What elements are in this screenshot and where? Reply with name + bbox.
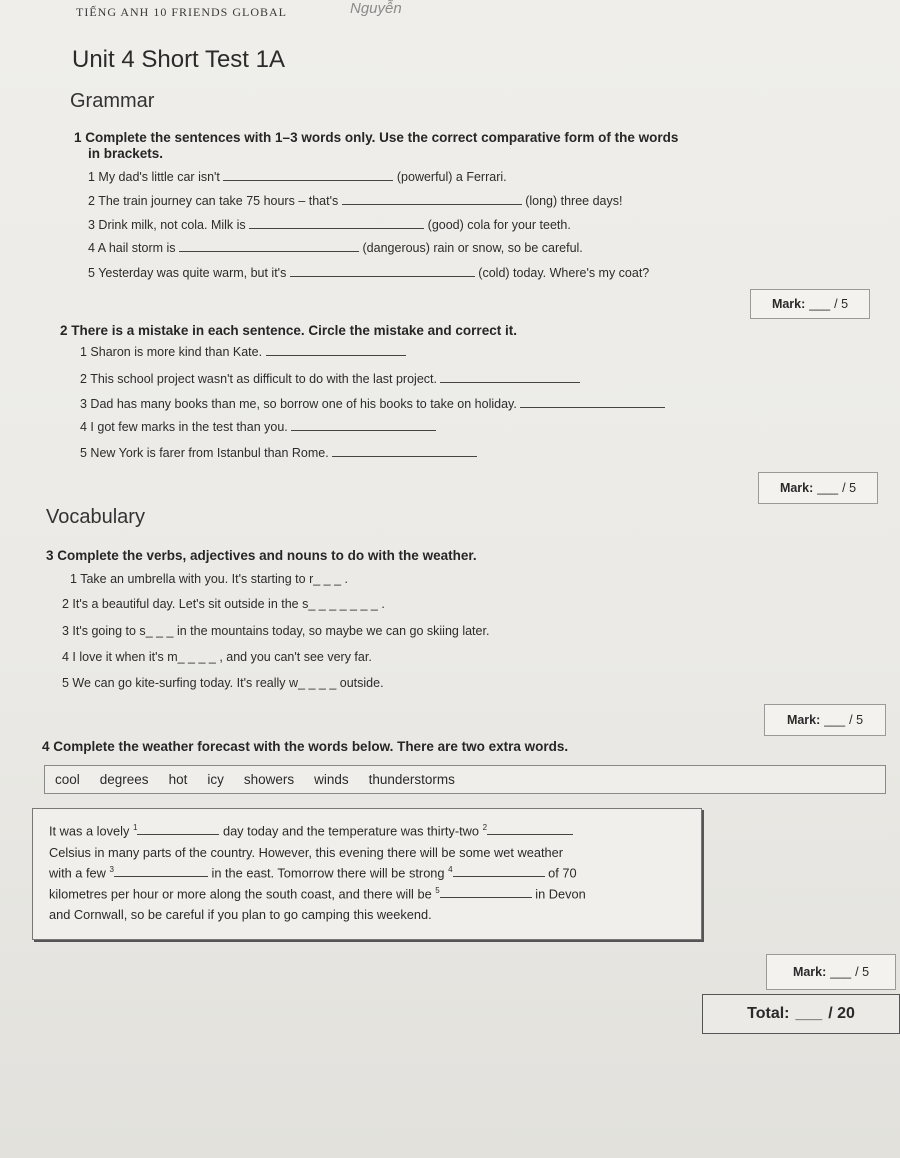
ex4-mark-total: / 5	[855, 965, 870, 979]
ex1-item-4	[88, 241, 583, 255]
ex3-mark-blank[interactable]: ___	[824, 713, 846, 727]
gap-number-4: 4	[448, 865, 453, 874]
ex3-item-5-text: 5 We can go kite-surfing today. It's really w	[62, 676, 299, 690]
ex1-item-3-hint: (good) cola for your teeth.	[427, 218, 571, 232]
forecast-line-3	[49, 865, 577, 880]
ex3-item-5-tail: outside.	[336, 676, 384, 690]
ex2-item-4-text: 4 I got few marks in the test than you.	[80, 420, 288, 434]
ex1-item-2-text: 2 The train journey can take 75 hours – that's	[88, 194, 339, 208]
ex4-mark-blank[interactable]: ___	[830, 965, 852, 979]
ex1-item-1-text: 1 My dad's little car isn't	[88, 170, 220, 184]
ex2-item-1	[80, 345, 406, 359]
forecast-gap-1[interactable]	[137, 824, 219, 835]
ex2-item-3-text: 3 Dad has many books than me, so borrow one of his books to take on holiday.	[80, 397, 517, 411]
ex1-item-5-hint: (cold) today. Where's my coat?	[478, 266, 650, 280]
word-degrees: degrees	[99, 772, 149, 787]
forecast-gap-5[interactable]	[440, 887, 532, 898]
forecast-line-5: and Cornwall, so be careful if you plan to go camping this weekend.	[49, 907, 432, 922]
ex1-item-1	[88, 170, 507, 184]
forecast-text: with a few	[49, 865, 110, 881]
ex1-item-2-answer-blank[interactable]	[342, 194, 522, 205]
ex1-mark-box	[750, 289, 870, 319]
ex4-instruction: 4 Complete the weather forecast with the words below. There are two extra words.	[42, 739, 569, 754]
forecast-text: day today and the temperature was thirty-two	[219, 823, 483, 839]
ex3-item-5	[62, 676, 384, 690]
ex3-instruction: 3 Complete the verbs, adjectives and nouns to do with the weather.	[46, 548, 477, 563]
ex3-item-1-text: 1 Take an umbrella with you. It's starting to r	[70, 572, 314, 586]
ex1-instruction-line1: 1 Complete the sentences with 1–3 words only. Use the correct comparative form of the words	[74, 130, 679, 145]
ex4-word-box	[44, 765, 886, 794]
ex2-item-1-text: 1 Sharon is more kind than Kate.	[80, 345, 263, 359]
ex1-item-5-text: 5 Yesterday was quite warm, but it's	[88, 266, 287, 280]
ex4-mark-box	[766, 954, 896, 990]
ex1-mark-blank[interactable]: ___	[809, 297, 831, 311]
vocabulary-heading: Vocabulary	[46, 506, 145, 528]
forecast-gap-2[interactable]	[487, 824, 573, 835]
ex1-item-1-hint: (powerful) a Ferrari.	[396, 170, 507, 184]
ex2-mark-label: Mark:	[779, 481, 814, 495]
forecast-text: in the east. Tomorrow there will be strong	[207, 865, 449, 881]
ex3-item-3-text: 3 It's going to s	[62, 624, 146, 638]
page-title: Unit 4 Short Test 1A	[72, 46, 285, 73]
ex1-mark-total: / 5	[834, 297, 849, 311]
total-value: / 20	[828, 1005, 855, 1022]
ex2-item-4-answer-blank[interactable]	[291, 420, 436, 431]
forecast-gap-4[interactable]	[453, 866, 545, 877]
word-hot: hot	[168, 772, 188, 787]
handwritten-scribble: Nguyễn	[350, 0, 402, 17]
forecast-line-4	[49, 886, 586, 901]
ex3-item-3-gap[interactable]: _ _ _	[145, 624, 174, 638]
ex3-mark-label: Mark:	[786, 713, 821, 727]
ex1-item-5-answer-blank[interactable]	[290, 266, 475, 277]
ex3-mark-box	[764, 704, 886, 736]
ex1-item-4-answer-blank[interactable]	[179, 241, 359, 252]
ex1-item-4-text: 4 A hail storm is	[88, 241, 176, 255]
ex1-mark-label: Mark:	[771, 297, 806, 311]
ex1-instruction-line2: in brackets.	[88, 146, 164, 161]
ex3-item-1	[70, 572, 348, 586]
gap-number-2: 2	[482, 823, 488, 832]
word-cool: cool	[55, 772, 80, 787]
ex2-item-1-answer-blank[interactable]	[266, 345, 406, 356]
ex1-item-3-answer-blank[interactable]	[249, 218, 424, 229]
ex1-item-3-text: 3 Drink milk, not cola. Milk is	[88, 218, 246, 232]
word-winds: winds	[314, 772, 349, 787]
ex2-item-5	[80, 446, 477, 460]
forecast-gap-3[interactable]	[114, 866, 208, 877]
ex2-item-5-answer-blank[interactable]	[332, 446, 477, 457]
ex2-mark-box	[758, 472, 878, 504]
ex3-item-4-text: 4 I love it when it's m	[62, 650, 178, 664]
forecast-line-1	[49, 823, 573, 838]
ex3-item-4-gap[interactable]: _ _ _ _	[177, 650, 216, 664]
ex2-item-5-text: 5 New York is farer from Istanbul than Rome.	[80, 446, 329, 460]
gap-number-3: 3	[109, 865, 114, 874]
ex1-item-5	[88, 266, 649, 280]
ex2-item-2-text: 2 This school project wasn't as difficult to do with the last project.	[80, 372, 437, 386]
ex3-item-2-text: 2 It's a beautiful day. Let's sit outside in the s	[62, 597, 309, 611]
ex3-mark-total: / 5	[849, 713, 864, 727]
ex3-item-3	[62, 624, 489, 638]
word-thunderstorms: thunderstorms	[368, 772, 455, 787]
ex2-item-2	[80, 372, 580, 386]
ex3-item-5-gap[interactable]: _ _ _ _	[298, 676, 337, 690]
ex2-mark-blank[interactable]: ___	[817, 481, 839, 495]
forecast-text: kilometres per hour or more along the south coast, and there will be	[49, 886, 436, 902]
total-label: Total:	[747, 1005, 790, 1022]
ex1-item-1-answer-blank[interactable]	[223, 170, 393, 181]
total-blank[interactable]: ___	[795, 1005, 823, 1022]
book-header: TIẾNG ANH 10 FRIENDS GLOBAL	[76, 5, 287, 19]
gap-number-1: 1	[132, 823, 138, 832]
ex3-item-1-gap[interactable]: _ _ _ .	[313, 572, 348, 586]
grammar-heading: Grammar	[70, 90, 155, 112]
ex3-item-2-gap[interactable]: _ _ _ _ _ _ _ .	[308, 597, 385, 611]
forecast-box	[32, 808, 702, 940]
ex1-item-2	[88, 194, 622, 208]
word-icy: icy	[207, 772, 224, 787]
gap-number-5: 5	[435, 886, 440, 895]
ex1-item-2-hint: (long) three days!	[525, 194, 623, 208]
ex4-mark-label: Mark:	[792, 965, 827, 979]
forecast-text: in Devon	[531, 886, 586, 902]
total-score-box	[702, 994, 900, 1034]
ex3-item-2	[62, 597, 385, 611]
ex1-item-3	[88, 218, 571, 232]
ex3-item-4-tail: , and you can't see very far.	[215, 650, 372, 664]
ex2-item-3	[80, 397, 665, 411]
forecast-text: of 70	[544, 865, 577, 881]
forecast-text: It was a lovely	[49, 823, 133, 839]
forecast-line-2: Celsius in many parts of the country. However, this evening there will be some wet weather	[49, 845, 564, 860]
ex3-item-4	[62, 650, 372, 664]
ex3-item-3-tail: in the mountains today, so maybe we can go skiing later.	[173, 624, 490, 638]
ex2-mark-total: / 5	[842, 481, 857, 495]
ex2-item-3-answer-blank[interactable]	[520, 397, 665, 408]
ex2-instruction: 2 There is a mistake in each sentence. Circle the mistake and correct it.	[60, 323, 517, 338]
ex2-item-4	[80, 420, 436, 434]
ex2-item-2-answer-blank[interactable]	[440, 372, 580, 383]
word-showers: showers	[243, 772, 295, 787]
ex1-item-4-hint: (dangerous) rain or snow, so be careful.	[362, 241, 583, 255]
